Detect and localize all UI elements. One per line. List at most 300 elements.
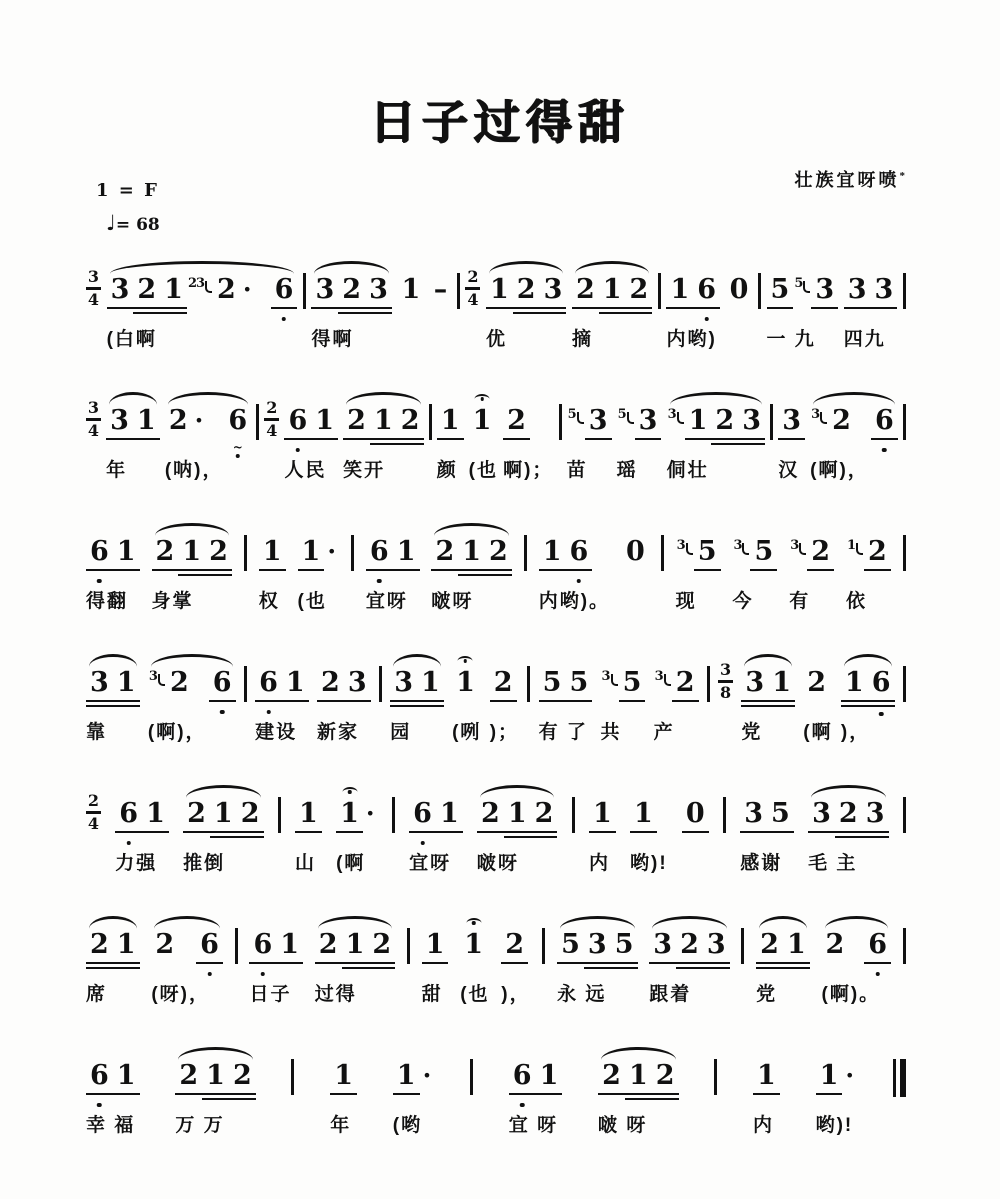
barline: [707, 666, 710, 702]
note-digit: 6: [409, 799, 436, 829]
note-digit: –: [433, 274, 448, 305]
slur-arc: [670, 392, 762, 406]
grace-hook-icon: [856, 543, 863, 555]
lyric-text: 甜: [421, 984, 443, 1005]
note-digit: 6: [249, 930, 276, 960]
note-digit: 1: [113, 537, 140, 567]
lyric-text: 年: [330, 1115, 352, 1136]
mordent-ornament-icon: [466, 918, 481, 928]
beam-line: [841, 705, 868, 708]
beam-line: [86, 962, 113, 965]
beam-line: [210, 836, 237, 839]
slur-arc: [560, 916, 634, 930]
note-digit: 6: [115, 799, 142, 829]
beam-line: [598, 1093, 625, 1096]
beam-line: [703, 962, 730, 965]
barline: [235, 928, 238, 964]
notation-unit: [822, 915, 892, 1006]
note-group: [165, 391, 251, 454]
beam-line: [115, 831, 142, 834]
beam-line: [282, 700, 309, 703]
time-signature-denominator: 4: [266, 420, 278, 440]
lyric-text: 一 九: [766, 329, 816, 350]
beam-line: [864, 962, 891, 965]
note-digit: 6: [864, 930, 891, 960]
notation-unit: [789, 522, 834, 613]
mordent-ornament-icon: [342, 787, 357, 797]
lyric-text: 新家: [317, 722, 360, 743]
note-group: [810, 391, 898, 436]
notation-unit: [284, 391, 338, 482]
beam-line: [666, 307, 693, 310]
slur-arc: [744, 654, 792, 668]
beam-line: [133, 307, 160, 310]
note-digit: 1: [113, 1061, 140, 1091]
lyric-text: (啊: [336, 853, 366, 874]
barline: [658, 273, 661, 309]
lyric-text: 党: [741, 722, 763, 743]
lyric-text: 推倒: [183, 853, 226, 874]
note-digit: 2: [652, 1061, 679, 1091]
grace-hook-icon: [205, 281, 212, 293]
note-digit: 6: [871, 406, 898, 436]
score-line: [86, 522, 906, 613]
note-group: [295, 784, 322, 829]
note-digit: 1: [436, 799, 463, 829]
note-digit: 1: [460, 930, 487, 960]
slur-arc: [168, 392, 248, 406]
barline: [244, 666, 247, 702]
note-digit: 3: [86, 668, 113, 698]
notation-unit: [336, 784, 378, 875]
beam-line: [276, 962, 303, 965]
notation-unit: [86, 522, 140, 613]
notation-unit: [539, 653, 593, 744]
note-group: [151, 915, 223, 960]
beam-line: [422, 962, 449, 965]
note-digit: 2: [572, 275, 599, 305]
lyric-text: (也: [297, 591, 327, 612]
grace-note: 3: [148, 669, 166, 686]
beam-line: [107, 307, 134, 310]
barline: [244, 535, 247, 571]
note-digit: 6: [366, 537, 393, 567]
grace-hook-icon: [742, 543, 749, 555]
note-digit: 1: [486, 275, 513, 305]
augmentation-dot: ·: [242, 275, 252, 304]
lyric-text: 年: [106, 460, 128, 481]
note-group: [649, 915, 729, 960]
time-signature-denominator: 4: [87, 420, 100, 440]
notation-unit: [409, 784, 463, 875]
lyric-text: (也: [468, 460, 498, 481]
note-group: [778, 391, 805, 436]
beam-line: [844, 307, 871, 310]
time-signature-denominator: 4: [87, 813, 100, 833]
beam-line: [652, 1098, 679, 1101]
beam-line: [152, 569, 179, 572]
quarter-note-icon: ♩: [106, 210, 116, 235]
notation-unit: [148, 653, 236, 744]
beam-line: [86, 967, 113, 970]
beam-line: [540, 307, 567, 310]
note-digit: 5: [539, 668, 566, 698]
notation-unit: [431, 522, 511, 613]
lyric-text: 颜: [436, 460, 458, 481]
note-digit: 0: [729, 274, 749, 305]
note-digit: 2: [807, 537, 834, 567]
beam-line: [584, 967, 611, 970]
score-line: [86, 653, 906, 744]
beam-line: [768, 700, 795, 703]
note-group: [617, 391, 662, 436]
note-digit: 0: [682, 799, 709, 829]
barline-thick: [900, 1059, 906, 1097]
octave-dot: [282, 317, 287, 322]
lyric-text: [430, 324, 452, 348]
barline: [903, 273, 906, 309]
beam-line: [738, 443, 765, 446]
note-group: [539, 653, 593, 698]
beam-line: [397, 443, 424, 446]
note-group: [767, 260, 839, 305]
note-group: [175, 1046, 255, 1091]
lyric-text: 力强: [115, 853, 158, 874]
notation-unit: [557, 915, 637, 1006]
augmentation-dot: ·: [845, 1061, 855, 1090]
slur-arc: [89, 654, 137, 668]
grace-note: 23: [187, 276, 213, 293]
notation-unit: [106, 391, 160, 482]
time-signature: [86, 400, 101, 439]
beam-line: [113, 700, 140, 703]
note-group: [539, 522, 610, 567]
beam-line: [868, 700, 895, 703]
note-digit: 1: [458, 537, 485, 567]
beam-line: [630, 831, 657, 834]
beam-line: [133, 438, 160, 441]
note-digit: 0: [625, 536, 645, 567]
note-digit: 2: [503, 406, 530, 436]
time-signature-numerator: 2: [266, 398, 278, 417]
lyric-text: 内: [753, 1115, 775, 1136]
octave-dot: [520, 1103, 525, 1108]
beam-line: [338, 312, 365, 315]
note-digit: 1: [330, 1061, 357, 1091]
barline: [723, 797, 726, 833]
augmentation-dot: ·: [422, 1061, 432, 1090]
lyric-text: 日子: [249, 984, 292, 1005]
octave-dot: [266, 710, 271, 715]
barline: [429, 404, 432, 440]
octave-dot: [882, 448, 887, 453]
note-digit: 2: [864, 537, 891, 567]
grace-hook-icon: [611, 674, 618, 686]
note-digit: 3: [390, 668, 417, 698]
octave-dot: [235, 454, 240, 459]
lyric-text: 优: [485, 329, 507, 350]
note-group: [115, 784, 169, 829]
beam-line: [315, 962, 342, 965]
notation-unit: [682, 784, 709, 872]
note-digit: 6 ~: [224, 406, 251, 436]
lyric-text: 啊)；: [503, 460, 554, 481]
grace-note: 3: [667, 407, 685, 424]
beam-line: [249, 962, 276, 965]
notation-unit: [86, 915, 140, 1006]
beam-line: [539, 569, 566, 572]
octave-dot: [207, 972, 212, 977]
lyric-text: 啵呀: [477, 853, 520, 874]
grace-note: 3: [789, 538, 807, 555]
time-signature-numerator: 3: [87, 267, 100, 286]
notation-unit: [393, 1046, 435, 1137]
grace-hook-icon: [820, 412, 827, 424]
notation-unit: [366, 522, 420, 613]
note-digit: 2: [205, 537, 232, 567]
note-digit: 2: [711, 406, 738, 436]
note-digit: 1: [336, 799, 363, 829]
notation-unit: [841, 653, 895, 744]
note-digit: 2: [431, 537, 458, 567]
lyric-text: 靠: [86, 722, 108, 743]
notation-unit: [259, 522, 286, 613]
note-digit: 1: [841, 668, 868, 698]
note-digit: 2: [501, 930, 528, 960]
beam-line: [113, 1093, 140, 1096]
beam-line: [368, 967, 395, 970]
lyric-text: (咧: [452, 722, 482, 743]
key-signature: 1 = F: [96, 180, 159, 201]
notation-unit: [622, 522, 649, 610]
note-digit: 1: [504, 799, 531, 829]
grace-note: 3: [676, 538, 694, 555]
note-digit: 2: [513, 275, 540, 305]
note-digit: 2: [825, 929, 845, 960]
note-group: [822, 915, 892, 960]
time-signature: [264, 400, 279, 439]
beam-line: [485, 569, 512, 572]
note-group: [86, 1046, 140, 1091]
note-digit: 6: [868, 668, 895, 698]
notation-unit: [539, 522, 610, 613]
beam-line: [344, 700, 371, 703]
beam-line: [436, 831, 463, 834]
grace-hook-icon: [664, 674, 671, 686]
octave-dot: [97, 579, 102, 584]
genre-label: [795, 166, 909, 192]
augmentation-dot: ·: [327, 537, 337, 566]
beam-line: [113, 962, 140, 965]
note-digit: 2: [175, 1061, 202, 1091]
lyric-text: [682, 848, 709, 872]
barline: [903, 928, 906, 964]
note-digit: 2: [155, 929, 175, 960]
beam-line: [703, 967, 730, 970]
lyric-text: 苗: [566, 460, 588, 481]
beam-line: [652, 1093, 679, 1096]
note-group: [741, 653, 795, 698]
note-digit: 2: [133, 275, 160, 305]
note-digit: 1: [133, 406, 160, 436]
lyric-text: 依: [846, 591, 868, 612]
beam-line: [540, 312, 567, 315]
time-signature-numerator: 3: [87, 398, 100, 417]
barline: [278, 797, 281, 833]
time-signature: [718, 662, 733, 701]
lyric-text: 汉: [778, 460, 800, 481]
slur-arc: [109, 392, 157, 406]
notation-unit: [808, 784, 888, 875]
barline: [714, 1059, 717, 1095]
note-group: [469, 391, 498, 436]
notation-unit: [397, 260, 424, 348]
beam-line: [503, 438, 530, 441]
note-digit: 1: [536, 1061, 563, 1091]
lyric-text: 人民: [284, 460, 327, 481]
beam-line: [694, 569, 721, 572]
beam-line: [477, 831, 504, 834]
note-group: [630, 784, 668, 829]
tempo-value: = 68: [115, 215, 160, 235]
slur-arc: [652, 916, 726, 930]
grace-note: 3: [810, 407, 828, 424]
note-digit: 1: [625, 1061, 652, 1091]
note-digit: 1: [295, 799, 322, 829]
note-digit: 1: [311, 406, 338, 436]
lyric-text: 有 了: [538, 722, 588, 743]
beam-line: [417, 700, 444, 703]
note-digit: 6: [209, 668, 236, 698]
beam-line: [284, 438, 311, 441]
note-digit: 3: [808, 799, 835, 829]
note-digit: 6: [255, 668, 282, 698]
beam-line: [711, 438, 738, 441]
beam-line: [685, 438, 712, 441]
beam-line: [625, 1093, 652, 1096]
notation-unit: [816, 1046, 858, 1137]
lyric-text: (哟: [392, 1115, 423, 1136]
note-digit: 1: [816, 1061, 843, 1091]
note-group: [666, 260, 720, 305]
beam-line: [531, 831, 558, 834]
notation-unit: [649, 915, 729, 1006]
barline: [392, 797, 395, 833]
note-group: [740, 784, 794, 829]
score-line: [86, 1046, 906, 1137]
note-group: [366, 522, 420, 567]
note-digit: 1: [393, 537, 420, 567]
slur-arc: [434, 523, 508, 537]
beam-line: [160, 307, 187, 310]
slur-arc: [825, 916, 889, 930]
note-group: [846, 522, 891, 567]
lyric-text: 党: [756, 984, 778, 1005]
note-digit: 3: [844, 275, 871, 305]
notation-unit: [501, 915, 530, 1006]
note-digit: 1: [113, 930, 140, 960]
beam-line: [693, 307, 720, 310]
beam-line: [370, 438, 397, 441]
note-group: [298, 522, 340, 567]
grace-note: 5: [567, 407, 585, 424]
note-digit: 1: [342, 930, 369, 960]
beam-line: [175, 1093, 202, 1096]
note-digit: 3: [107, 275, 134, 305]
note-digit: 5: [565, 668, 592, 698]
notation-unit: [343, 391, 423, 482]
beam-line: [229, 1093, 256, 1096]
beam-line: [486, 307, 513, 310]
beam-line: [437, 438, 464, 441]
beam-line: [183, 831, 210, 834]
note-digit: 2: [315, 930, 342, 960]
notation-unit: [295, 784, 322, 875]
note-digit: 2: [672, 668, 699, 698]
notation-unit: [460, 915, 489, 1006]
note-group: [753, 1046, 780, 1091]
lyric-text: 有: [789, 591, 811, 612]
note-digit: 6: [86, 537, 113, 567]
slur-arc: [759, 916, 807, 930]
beam-line: [767, 307, 794, 310]
beam-line: [202, 1093, 229, 1096]
slur-arc: [811, 785, 885, 799]
beam-line: [738, 438, 765, 441]
octave-dot: [577, 579, 582, 584]
beam-line: [86, 569, 113, 572]
grace-note: 5: [793, 276, 811, 293]
notation-unit: [422, 915, 449, 1006]
final-barline: [893, 1059, 906, 1097]
octave-dot: [261, 972, 266, 977]
barline: [379, 666, 382, 702]
barline: [470, 1059, 473, 1095]
note-digit: 2: [485, 537, 512, 567]
note-group: [106, 391, 160, 436]
note-group: [460, 915, 489, 960]
portamento-mark: ~: [232, 440, 243, 454]
time-signature: [465, 269, 480, 308]
note-digit: 3: [311, 275, 338, 305]
score-line: [86, 391, 906, 482]
beam-line: [841, 700, 868, 703]
notation-unit: [330, 1046, 357, 1137]
beam-line: [178, 574, 205, 577]
time-signature-denominator: 8: [720, 682, 732, 702]
beam-line: [113, 967, 140, 970]
lyric-text: 毛 主: [808, 853, 858, 874]
lyric-text: 内哟): [666, 329, 717, 350]
barline-thin: [893, 1059, 896, 1097]
notation-unit: [617, 391, 662, 482]
octave-dot: [879, 712, 884, 717]
octave-dot: [97, 1103, 102, 1108]
notation-unit: [469, 391, 498, 482]
notation-unit: [726, 260, 753, 348]
note-spacer: [255, 304, 271, 305]
beam-line: [202, 1098, 229, 1101]
octave-dot: [377, 579, 382, 584]
beam-line: [501, 962, 528, 965]
footnote-asterisk: *: [899, 170, 908, 182]
beam-line: [458, 569, 485, 572]
note-group: [622, 522, 649, 567]
beam-line: [209, 700, 236, 703]
barline: [758, 273, 761, 309]
lyric-text: 瑶: [616, 460, 638, 481]
barline: [770, 404, 773, 440]
